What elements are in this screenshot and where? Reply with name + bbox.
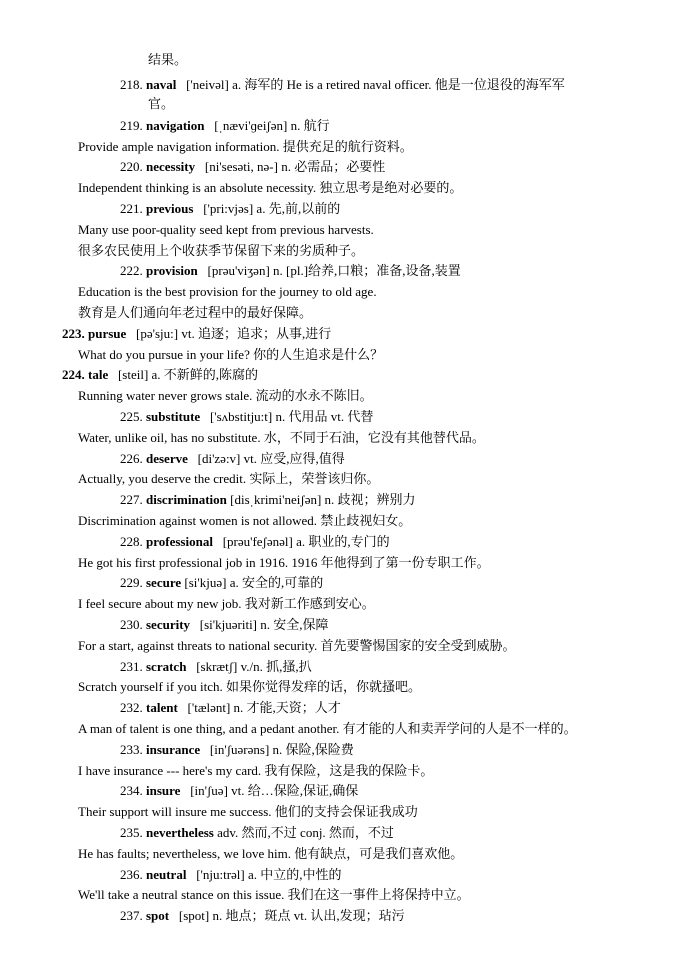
entry-227 [120, 492, 416, 508]
example-translation: 教育是人们通向年老过程中的最好保障。 [78, 305, 313, 320]
example-line: We'll take a neutral stance on this issue. 我们在这一事件上将保持中立。 [78, 887, 470, 902]
headword: security [146, 617, 191, 632]
entry-233 [120, 742, 354, 758]
entry-number: 228. [120, 534, 143, 549]
entry-number: 236. [120, 867, 143, 882]
example-line: For a start, against threats to national security. 首先要警惕国家的安全受到威胁。 [78, 638, 516, 653]
definition: [in'ʃuə] vt. 给…保险,保证,确保 [190, 783, 359, 798]
entry-number: 231. [120, 659, 143, 674]
example-line: Independent thinking is an absolute necessity. 独立思考是绝对必要的。 [78, 180, 463, 195]
example-line: He has faults; nevertheless, we love him. 他有缺点，可是我们喜欢他。 [78, 846, 464, 861]
example-line: Scratch yourself if you itch. 如果你觉得发痒的话，你就搔吧。 [78, 679, 422, 694]
definition: [spot] n. 地点；斑点 vt. 认出,发现；玷污 [178, 908, 405, 923]
example-line: Their support will insure me success. 他们的支持会保证我成功 [78, 804, 418, 819]
example-line: I have insurance --- here's my card. 我有保险，这是我的保险卡。 [78, 763, 434, 778]
headword: deserve [146, 451, 188, 466]
headword: discrimination [146, 492, 227, 507]
headword: provision [146, 263, 198, 278]
definition: ['nju:trəl] a. 中立的,中性的 [196, 867, 342, 882]
entry-number: 237. [120, 908, 143, 923]
example-line: Discrimination against women is not allowed. 禁止歧视妇女。 [78, 513, 412, 528]
headword: necessity [146, 159, 196, 174]
entry-221 [120, 201, 340, 217]
definition: [disˌkrimi'neiʃən] n. 歧视；辨别力 [230, 492, 416, 507]
entry-number: 227. [120, 492, 143, 507]
headword: substitute [146, 409, 201, 424]
headword: neutral [146, 867, 187, 882]
entry-number: 219. [120, 118, 143, 133]
definition: [si'kjuə] a. 安全的,可靠的 [184, 575, 324, 590]
entry-number: 233. [120, 742, 143, 757]
entry-219 [120, 118, 330, 134]
text-line: 结果。 [148, 52, 188, 67]
definition: ['neivəl] a. 海军的 He is a retired naval officer. 他是一位退役的海军军 [186, 77, 565, 92]
entry-222 [120, 263, 461, 279]
entry-218 [120, 77, 565, 93]
entry-224 [62, 367, 258, 383]
definition: [ˌnævi'ɡeiʃən] n. 航行 [214, 118, 330, 133]
headword: secure [146, 575, 182, 590]
entry-number: 224. [62, 367, 85, 382]
headword: insurance [146, 742, 201, 757]
entry-236 [120, 867, 342, 883]
definition: [ni'sesəti, nə-] n. 必需品；必要性 [204, 159, 386, 174]
example-line: Provide ample navigation information. 提供充足的航行资料。 [78, 139, 413, 154]
entry-232 [120, 700, 341, 716]
entry-number: 234. [120, 783, 143, 798]
headword: naval [146, 77, 177, 92]
entry-number: 225. [120, 409, 143, 424]
headword: professional [146, 534, 213, 549]
headword: talent [146, 700, 178, 715]
definition: ['tælənt] n. 才能,天资；人才 [187, 700, 341, 715]
example-line: Many use poor-quality seed kept from previous harvests. [78, 222, 374, 237]
definition: ['sʌbstitju:t] n. 代用品 vt. 代替 [209, 409, 374, 424]
entry-228 [120, 534, 390, 550]
entry-number: 229. [120, 575, 143, 590]
example-line: He got his first professional job in 1916. 1916 年他得到了第一份专职工作。 [78, 555, 490, 570]
entry-number: 235. [120, 825, 143, 840]
entry-235 [120, 825, 394, 841]
definition: [di'zə:v] vt. 应受,应得,值得 [197, 451, 345, 466]
headword: previous [146, 201, 194, 216]
definition: [in'ʃuərəns] n. 保险,保险费 [209, 742, 354, 757]
entry-number: 222. [120, 263, 143, 278]
entry-number: 226. [120, 451, 143, 466]
headword: spot [146, 908, 170, 923]
example-line: Water, unlike oil, has no substitute. 水，不同于石油，它没有其他替代品。 [78, 430, 485, 445]
definition: [steil] a. 不新鲜的,陈腐的 [117, 367, 259, 382]
entry-number: 223. [62, 326, 85, 341]
entry-220 [120, 159, 385, 175]
example-line: Running water never grows stale. 流动的水永不陈旧。 [78, 388, 373, 403]
definition: [prəu'feʃənəl] a. 职业的,专门的 [222, 534, 390, 549]
entry-237 [120, 908, 405, 924]
entry-234 [120, 783, 358, 799]
headword: pursue [88, 326, 127, 341]
text-line: 官。 [148, 96, 175, 111]
headword: nevertheless [146, 825, 214, 840]
entry-223 [62, 326, 331, 342]
definition: [prəu'viʒən] n. [pl.]给养,口粮；准备,设备,装置 [207, 263, 461, 278]
entry-230 [120, 617, 329, 633]
definition: [pə'sju:] vt. 追逐；追求；从事,进行 [136, 326, 332, 341]
example-line: A man of talent is one thing, and a pedant another. 有才能的人和卖弄学问的人是不一样的。 [78, 721, 577, 736]
entry-231 [120, 659, 312, 675]
definition: adv. 然而,不过 conj. 然而，不过 [217, 825, 394, 840]
entry-229 [120, 575, 323, 591]
example-translation: 很多农民使用上个收获季节保留下来的劣质种子。 [78, 243, 365, 258]
definition: [skrætʃ] v./n. 抓,搔,扒 [196, 659, 312, 674]
definition: [si'kjuəriti] n. 安全,保障 [199, 617, 329, 632]
example-line: What do you pursue in your life? 你的人生追求是什么？ [78, 347, 384, 362]
example-line: Actually, you deserve the credit. 实际上，荣誉该归你。 [78, 471, 380, 486]
entry-226 [120, 451, 345, 467]
definition: ['pri:vjəs] a. 先,前,以前的 [203, 201, 341, 216]
entry-number: 218. [120, 77, 143, 92]
entry-number: 230. [120, 617, 143, 632]
entry-number: 220. [120, 159, 143, 174]
entry-225 [120, 409, 373, 425]
headword: navigation [146, 118, 205, 133]
entry-number: 232. [120, 700, 143, 715]
headword: scratch [146, 659, 187, 674]
example-line: Education is the best provision for the journey to old age. [78, 284, 377, 299]
headword: insure [146, 783, 181, 798]
entry-number: 221. [120, 201, 143, 216]
example-line: I feel secure about my new job. 我对新工作感到安心。 [78, 596, 375, 611]
headword: tale [88, 367, 109, 382]
